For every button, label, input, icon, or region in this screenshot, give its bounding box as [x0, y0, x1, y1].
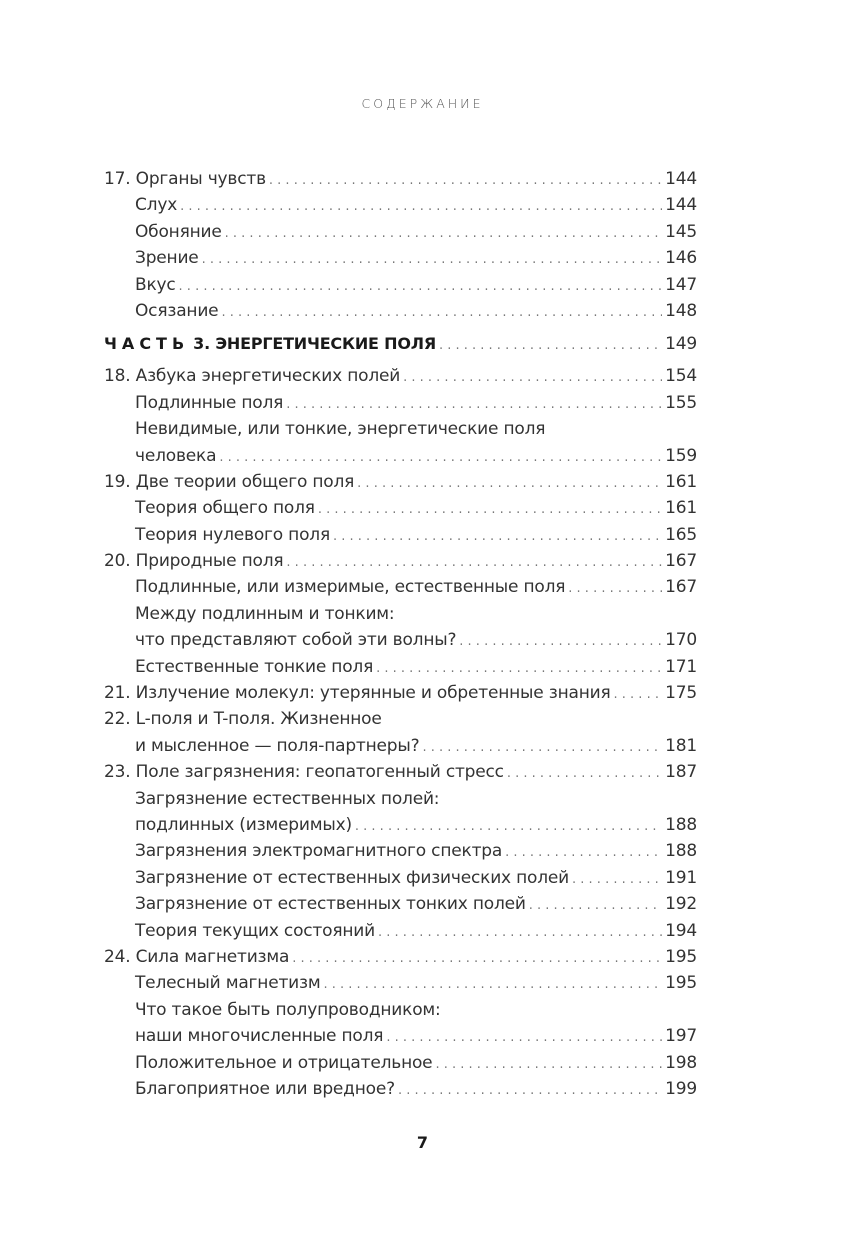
- page-number: 7: [416, 1133, 429, 1152]
- toc-entry-ch21[interactable]: [104, 680, 697, 706]
- running-head: СОДЕРЖАНИЕ: [361, 96, 484, 111]
- toc-entry-page: 165: [665, 524, 697, 545]
- toc-entry-page: 145: [665, 221, 697, 242]
- dot-leader: [529, 893, 662, 919]
- dot-leader: [507, 761, 662, 787]
- toc-entry-title: Слух: [135, 195, 178, 216]
- toc-entry-page: 181: [665, 735, 697, 756]
- toc-entry-ch23-s1[interactable]: [104, 812, 697, 838]
- dot-leader: [357, 471, 662, 497]
- toc-entry-ch20-s2-line1[interactable]: Между подлинным и тонким:: [135, 603, 395, 624]
- toc-entry-title: Теория общего поля: [135, 498, 315, 519]
- toc-entry-ch20-s3[interactable]: [104, 654, 697, 680]
- toc-entry-ch17-s3[interactable]: [104, 245, 697, 271]
- dot-leader: [378, 920, 662, 946]
- toc-entry-ch18[interactable]: [104, 363, 697, 389]
- dot-leader: [403, 365, 662, 391]
- toc-entry-title: 24. Сила магнетизма: [104, 946, 290, 967]
- toc-entry-ch23-s1-line1[interactable]: Загрязнение естественных полей:: [135, 788, 440, 809]
- toc-entry-title: 17. Органы чувств: [104, 169, 266, 189]
- dot-leader: [376, 656, 662, 682]
- dot-leader: [179, 274, 663, 300]
- toc-entry-title: 20. Природные поля: [104, 551, 284, 572]
- toc-entry-title: Подлинные поля: [135, 392, 284, 413]
- toc-entry-title: 21. Излучение молекул: утерянные и обретенные знания: [104, 683, 611, 704]
- dot-leader: [225, 221, 663, 247]
- toc-entry-ch24[interactable]: [104, 944, 697, 970]
- toc-entry-ch24-s3[interactable]: [104, 1050, 697, 1076]
- toc-entry-page: 144: [665, 169, 697, 189]
- toc-entry-title: наши многочисленные поля: [135, 1026, 384, 1047]
- dot-leader: [286, 550, 662, 576]
- dot-leader: [422, 735, 662, 761]
- part-label: ЧАСТЬ: [104, 334, 190, 354]
- toc-entry-page: 146: [665, 248, 697, 269]
- toc-entry-title: 18. Азбука энергетических полей: [104, 366, 401, 387]
- toc-entry-ch17-s4[interactable]: [104, 272, 697, 298]
- toc-entry-ch24-s2[interactable]: [104, 1023, 697, 1049]
- toc-entry-ch20-s1[interactable]: [104, 574, 697, 600]
- toc-entry-title: Зрение: [135, 248, 199, 269]
- toc-entry-ch19[interactable]: [104, 469, 697, 495]
- toc-entry-ch22[interactable]: [104, 733, 697, 759]
- dot-leader: [505, 840, 662, 866]
- toc-entry-title: Загрязнения электромагнитного спектра: [135, 841, 503, 862]
- toc-entry-ch23-s4[interactable]: [104, 891, 697, 917]
- toc-entry-ch24-s2-line1[interactable]: Что такое быть полупроводником:: [135, 999, 441, 1020]
- toc-entry-ch18-s2[interactable]: [104, 443, 697, 469]
- toc-entry-ch19-s1[interactable]: [104, 495, 697, 521]
- toc-entry-ch17-s2[interactable]: [104, 219, 697, 245]
- dot-leader: [459, 629, 662, 655]
- toc-entry-title: Загрязнение от естественных физических полей: [135, 867, 570, 888]
- toc-entry-title: человека: [135, 445, 217, 466]
- toc-entry-ch23[interactable]: [104, 759, 697, 785]
- toc-entry-title: Благоприятное или вредное?: [135, 1078, 395, 1099]
- toc-entry-page: 191: [665, 867, 697, 888]
- dot-leader: [323, 972, 662, 998]
- toc-entry-page: 147: [665, 274, 697, 295]
- toc-entry-page: 155: [665, 392, 697, 413]
- table-of-contents: [104, 166, 697, 1102]
- toc-entry-page: 161: [665, 471, 697, 492]
- toc-entry-page: 188: [665, 814, 697, 835]
- toc-entry-title: 23. Поле загрязнения: геопатогенный стресс: [104, 762, 504, 783]
- toc-entry-title: Положительное и отрицательное: [135, 1052, 433, 1073]
- toc-entry-ch17-s1[interactable]: [104, 192, 697, 218]
- toc-entry-page: 154: [665, 366, 697, 387]
- dot-leader: [614, 682, 663, 708]
- dot-leader: [318, 497, 662, 523]
- toc-entry-title: Осязание: [135, 300, 219, 321]
- toc-entry-page: 171: [665, 656, 697, 677]
- toc-entry-page: 148: [665, 300, 697, 321]
- toc-entry-ch24-s1[interactable]: [104, 970, 697, 996]
- toc-entry-page: 197: [665, 1026, 697, 1047]
- toc-entry-title: Телесный магнетизм: [135, 973, 321, 994]
- dot-leader: [180, 194, 662, 220]
- dot-leader: [286, 392, 662, 418]
- toc-entry-ch17[interactable]: [104, 166, 697, 192]
- dot-leader: [221, 300, 662, 326]
- toc-entry-page: 199: [665, 1078, 697, 1099]
- toc-entry-title: Подлинные, или измеримые, естественные поля: [135, 577, 566, 598]
- toc-entry-ch23-s3[interactable]: [104, 865, 697, 891]
- dot-leader: [269, 168, 662, 194]
- toc-entry-page: 175: [665, 683, 697, 704]
- toc-entry-ch24-s4[interactable]: [104, 1076, 697, 1102]
- toc-entry-page: 170: [665, 630, 697, 651]
- toc-entry-page: 195: [665, 973, 697, 994]
- toc-entry-title: 19. Две теории общего поля: [104, 471, 355, 492]
- toc-entry-title: подлинных (измеримых): [135, 814, 352, 835]
- toc-entry-title: Загрязнение от естественных тонких полей: [135, 894, 526, 915]
- dot-leader: [572, 867, 662, 893]
- toc-entry-ch19-s2[interactable]: [104, 522, 697, 548]
- toc-entry-ch18-s2-line1[interactable]: Невидимые, или тонкие, энергетические поля: [135, 419, 546, 440]
- toc-entry-title: Теория нулевого поля: [135, 524, 330, 545]
- toc-entry-page: 192: [665, 894, 697, 915]
- toc-entry-page: 159: [665, 445, 697, 466]
- toc-entry-page: 149: [665, 334, 697, 355]
- dot-leader: [398, 1078, 662, 1104]
- dot-leader: [292, 946, 662, 972]
- toc-entry-title: Обоняние: [135, 221, 222, 242]
- part-title: 3. ЭНЕРГЕТИЧЕСКИЕ ПОЛЯ: [193, 334, 436, 354]
- toc-entry-title: Вкус: [135, 274, 176, 295]
- dot-leader: [355, 814, 662, 840]
- toc-part-heading: [104, 327, 436, 361]
- dot-leader: [333, 524, 662, 550]
- toc-entry-title: что представляют собой эти волны?: [135, 630, 457, 651]
- toc-entry-title: Естественные тонкие поля: [135, 656, 374, 677]
- toc-entry-page: 167: [665, 577, 697, 598]
- dot-leader: [202, 247, 663, 273]
- dot-leader: [386, 1025, 662, 1051]
- toc-entry-page: 187: [665, 762, 697, 783]
- toc-entry-page: 161: [665, 498, 697, 519]
- toc-entry-page: 194: [665, 920, 697, 941]
- toc-entry-ch22-line1[interactable]: 22. L-поля и T-поля. Жизненное: [104, 709, 382, 730]
- toc-entry-page: 167: [665, 551, 697, 572]
- toc-entry-page: 195: [665, 946, 697, 967]
- toc-entry-ch23-s5[interactable]: [104, 918, 697, 944]
- toc-entry-ch18-s1[interactable]: [104, 390, 697, 416]
- toc-entry-ch20-s2[interactable]: [104, 627, 697, 653]
- dot-leader: [435, 1052, 662, 1078]
- toc-entry-title: и мысленное — поля-партнеры?: [135, 735, 420, 756]
- toc-entry-ch17-s5[interactable]: [104, 298, 697, 324]
- toc-entry-page: 144: [665, 195, 697, 216]
- dot-leader: [568, 576, 662, 602]
- toc-entry-ch23-s2[interactable]: [104, 838, 697, 864]
- toc-entry-page: 198: [665, 1052, 697, 1073]
- dot-leader: [219, 445, 662, 471]
- dot-leader: [439, 329, 662, 363]
- toc-entry-page: 188: [665, 841, 697, 862]
- toc-entry-title: Теория текущих состояний: [135, 920, 375, 941]
- toc-entry-part3[interactable]: [104, 327, 697, 361]
- toc-entry-ch20[interactable]: [104, 548, 697, 574]
